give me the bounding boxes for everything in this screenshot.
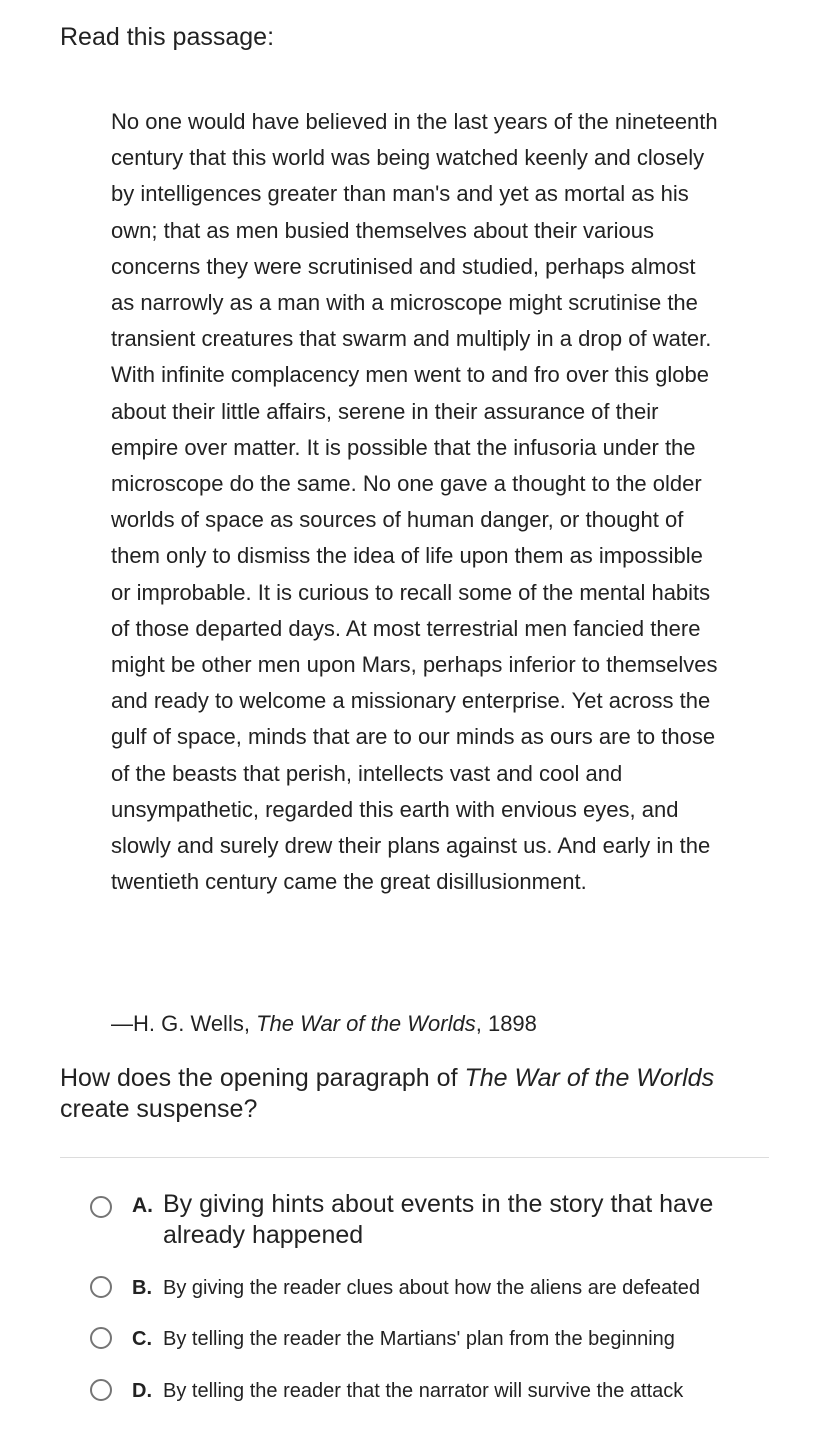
choice-letter-a: A. (132, 1194, 153, 1217)
answer-choice-a[interactable] (90, 1187, 750, 1253)
radio-button-c[interactable] (90, 1327, 112, 1349)
choice-text-a: By giving hints about events in the story that have already happened (163, 1190, 714, 1249)
question-prefix: How does the opening paragraph of (60, 1064, 465, 1092)
question-suffix: create suspense? (60, 1095, 258, 1123)
choice-letter-c: C. (132, 1328, 152, 1350)
choice-text-b: By giving the reader clues about how the aliens are defeated (163, 1277, 701, 1299)
attribution-year: , 1898 (475, 1011, 537, 1036)
passage-attribution (111, 1008, 537, 1040)
choice-letter-b: B. (132, 1277, 152, 1299)
choice-text-c: By telling the reader the Martians' plan from the beginning (163, 1328, 675, 1350)
choice-text-d: By telling the reader that the narrator will survive the attack (163, 1380, 684, 1402)
attribution-work-title: The War of the Worlds (256, 1011, 476, 1036)
choice-letter-d: D. (132, 1380, 152, 1402)
radio-button-d[interactable] (90, 1379, 112, 1401)
question-text (60, 1063, 750, 1125)
answer-choice-b[interactable] (90, 1275, 750, 1303)
divider (60, 1157, 769, 1158)
radio-button-a[interactable] (90, 1196, 112, 1218)
attribution-author: —H. G. Wells, (111, 1011, 257, 1036)
answer-choice-c[interactable] (90, 1326, 750, 1354)
passage-text: No one would have believed in the last years of the nineteenth century that this world was being watched keenly and closely by intelligences greater than man's and yet as mortal as his own; that as men busied themselves about their various concerns they were scrutinised and studied, perhaps almost as narrowly as a man with a microscope might scrutinise the transient creatures that swarm and multiply in a drop of water. With infinite complacency men went to and fro over this globe about their little affairs, serene in their assurance of their empire over matter. It is possible that the infusoria under the microscope do the same. No one gave a thought to the older worlds of space as sources of human danger, or thought of them only to dismiss the idea of life upon them as impossible or improbable. It is curious to recall some of the mental habits of those departed days. At most terrestrial men fancied there might be other men upon Mars, perhaps inferior to themselves and ready to welcome a missionary enterprise. Yet across the gulf of space, minds that are to our minds as ours are to those of the beasts that perish, intellects vast and cool and unsympathetic, regarded this earth with envious eyes, and slowly and surely drew their plans against us. And early in the twentieth century came the great disillusionment. (111, 109, 718, 895)
question-work-title: The War of the Worlds (464, 1064, 715, 1092)
radio-button-b[interactable] (90, 1276, 112, 1298)
answer-choice-d[interactable] (90, 1378, 750, 1406)
instruction-heading: Read this passage: (60, 23, 275, 51)
